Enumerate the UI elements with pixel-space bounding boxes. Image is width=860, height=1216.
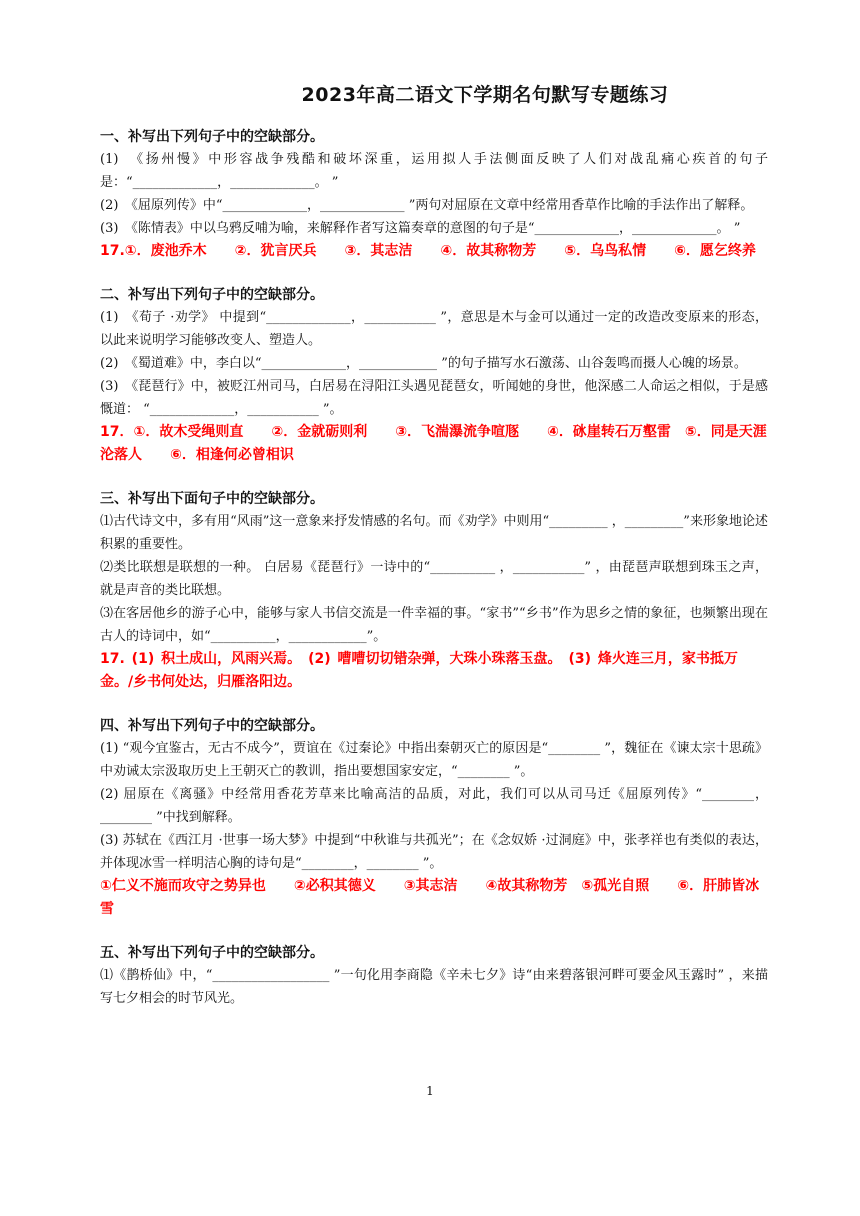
question-item: ⑴古代诗文中，多有用“风雨”这一意象来抒发情感的名句。而《劝学》中则用“_________ ，_________”来形象地论述积累的重要性。	[100, 514, 768, 552]
question-item: ⑴《鹊桥仙》中，“__________________ ”一句化用李商隐《辛未七夕》诗“由来碧落银河畔可要金风玉露时” ，来描写七夕相会的时节风光。	[100, 968, 768, 1006]
question-item: (1) 《荀子 ·劝学》 中提到“_____________，___________ ”，意思是木与金可以通过一定的改造改变原来的形态， 以此来说明学习能够改变人、塑造人。	[100, 310, 768, 348]
question-item: ⑵类比联想是联想的一种。 白居易《琵琶行》一诗中的“__________ ，___________” ，由琵琶声联想到珠玉之声，就是声音的类比联想。	[100, 560, 768, 598]
answer-text: ①仁义不施而攻守之势异也 ②必积其德义 ③其志洁 ④故其称物芳 ⑤孤光自照 ⑥．肝肺皆冰雪	[100, 878, 760, 917]
section-heading: 一、补写出下列句子中的空缺部分。	[100, 129, 324, 145]
question-item: (3) 《琵琶行》中，被贬江州司马，白居易在浔阳江头遇见琵琶女，听闻她的身世，他深感二人命运之相似，于是感慨道： “_____________，___________ ”。	[100, 379, 768, 417]
section-1	[100, 126, 768, 263]
section-heading: 四、补写出下列句子中的空缺部分。	[100, 718, 324, 734]
section-heading: 五、补写出下列句子中的空缺部分。	[100, 945, 324, 961]
page-number: 1	[426, 1084, 434, 1098]
question-item: (3) 苏轼在《西江月 ·世事一场大梦》中提到“中秋谁与共孤光”；在《念奴娇 ·过洞庭》中，张孝祥也有类似的表达，并体现冰雪一样明洁心胸的诗句是“________，________ ”。	[100, 833, 768, 871]
section-3	[100, 488, 768, 694]
question-item: ⑶在客居他乡的游子心中，能够与家人书信交流是一件幸福的事。“家书”“乡书”作为思乡之情的象征，也频繁出现在古人的诗词中，如“__________，____________”。	[100, 606, 768, 644]
question-item: (2) 屈原在《离骚》中经常用香花芳草来比喻高洁的品质，对此，我们可以从司马迁《屈原列传》“________，________ ”中找到解释。	[100, 787, 768, 825]
section-5	[100, 942, 768, 1010]
page-title: 2023年高二语文下学期名句默写专题练习	[301, 84, 669, 106]
question-item: (2) 《蜀道难》中，李白以“_____________，____________ ”的句子描写水石激荡、山谷轰鸣而摄人心魄的场景。	[100, 356, 747, 371]
answer-text: 17.①．废池乔木 ②．犹言厌兵 ③．其志洁 ④．故其称物芳 ⑤．乌鸟私情 ⑥．愿乞终养	[100, 243, 756, 259]
section-2	[100, 284, 768, 467]
section-4	[100, 715, 768, 921]
answer-text: 17．①．故木受绳则直 ②．金就砺则利 ③．飞湍瀑流争喧豗 ④．砯崖转石万壑雷 ⑤．同是天涯沦落人 ⑥．相逢何必曾相识	[100, 424, 767, 463]
question-item: (2) 《屈原列传》中“_____________，_____________ ”两句对屈原在文章中经常用香草作比喻的手法作出了解释。	[100, 198, 754, 213]
content-area	[100, 126, 768, 1031]
section-heading: 三、补写出下面句子中的空缺部分。	[100, 491, 324, 507]
answer-text: 17. (1) 积土成山，风雨兴焉。 (2) 嘈嘈切切错杂弹，大珠小珠落玉盘。 (3) 烽火连三月，家书抵万金。/乡书何处达，归雁洛阳边。	[100, 651, 738, 690]
section-heading: 二、补写出下列句子中的空缺部分。	[100, 287, 324, 303]
question-item: (1) “观今宜鉴古，无古不成今”，贾谊在《过秦论》中指出秦朝灭亡的原因是“________ ”，魏征在《谏太宗十思疏》中劝诫太宗汲取历史上王朝灭亡的教训，指出要想国家安定，“________ ”。	[100, 741, 768, 779]
question-item: (3) 《陈情表》中以乌鸦反哺为喻，来解释作者写这篇奏章的意图的句子是“_____________，_____________。 ”	[100, 221, 741, 236]
question-item: (1) 《扬州慢》中形容战争残酷和破坏深重，运用拟人手法侧面反映了人们对战乱痛心疾首的句子是：“_____________，_____________。 ”	[100, 152, 768, 190]
